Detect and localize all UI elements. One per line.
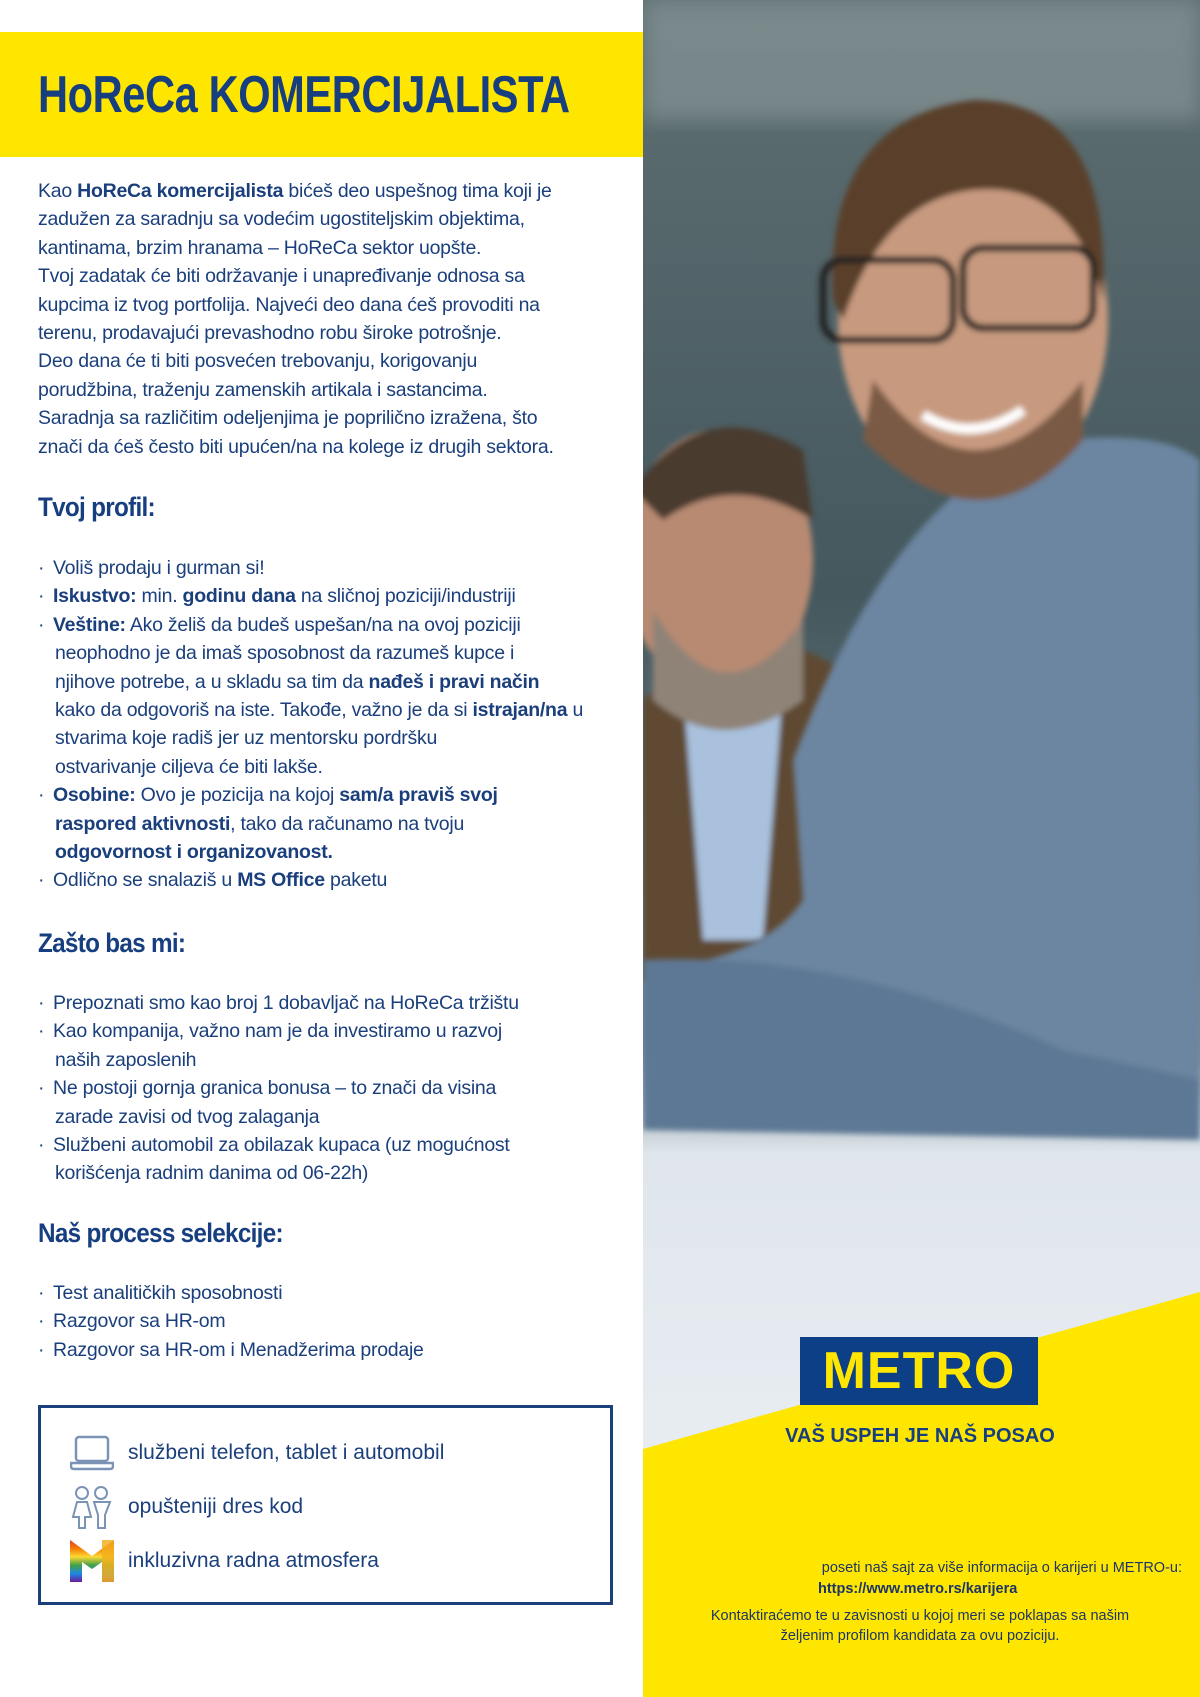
bullet-icon: · (38, 784, 45, 807)
brand-tagline: VAŠ USPEH JE NAŠ POSAO (785, 1425, 1055, 1447)
visit-site-text: poseti naš sajt za više informacija o karijeri u METRO-u: (821, 1560, 1182, 1576)
bullet-icon: · (38, 992, 45, 1014)
text-line (38, 639, 638, 667)
why-heading: Zašto bas mi: (38, 928, 186, 958)
list-item (38, 1279, 638, 1307)
text-segment: porudžbina, traženju zamenskih artikala i sastancima. (38, 378, 488, 401)
text-segment: Tvoj zadatak će biti održavanje i unapređivanje odnosa sa (38, 265, 525, 288)
list-item (38, 1131, 638, 1188)
bold-text-segment: raspored aktivnosti (55, 812, 231, 835)
text-line (38, 781, 638, 809)
text-segment: zadužen za saradnju sa vodećim ugostiteljskim objektima, (38, 208, 525, 231)
text-line (38, 753, 638, 781)
text-line (38, 319, 638, 347)
contact-text-2: željenim profilom kandidata za ovu poziciju. (780, 1628, 1060, 1644)
text-segment: neophodno je da imaš sposobnost da razumeš kupce i (55, 642, 515, 665)
text-segment: Kao kompanija, važno nam je da investiramo u razvoj (53, 1020, 502, 1043)
text-line (38, 433, 638, 461)
bullet-icon: · (38, 1338, 45, 1361)
text-segment: njihove potrebe, a u skladu sa tim da (55, 670, 369, 693)
text-segment: bićeš deo uspešnog tima koji je (283, 180, 552, 202)
benefit-item (70, 1431, 444, 1475)
text-segment: Razgovor sa HR-om (53, 1310, 226, 1333)
list-item (38, 554, 638, 582)
process-heading: Naš process selekcije: (38, 1218, 283, 1248)
people-icon (70, 1485, 114, 1529)
text-line (38, 1017, 638, 1045)
text-segment: ostvarivanje ciljeva će biti lakše. (55, 755, 323, 778)
profile-list (38, 554, 638, 895)
text-line (38, 611, 638, 639)
text-line (38, 404, 638, 432)
bold-text-segment: MS Office (237, 869, 325, 892)
profile-heading: Tvoj profil: (38, 492, 155, 522)
text-line (38, 989, 638, 1017)
bold-text-segment: sam/a praviš svoj (339, 784, 498, 807)
bullet-icon: · (38, 1133, 45, 1156)
rainbow-m-icon (70, 1539, 114, 1583)
text-segment: Ne postoji gornja granica bonusa – to znači da visina (53, 1077, 497, 1100)
benefit-item (70, 1485, 303, 1529)
text-segment: paketu (324, 869, 388, 892)
text-line (38, 347, 638, 375)
bold-text-segment: Osobine: (53, 784, 136, 807)
text-segment: zarade zavisi od tvog zalaganja (55, 1105, 320, 1128)
text-segment: stvarima koje radiš jer uz mentorsku pordršku (55, 727, 438, 750)
text-line (38, 1103, 638, 1131)
text-line (38, 1279, 638, 1307)
text-line (38, 1046, 638, 1074)
text-segment: kupcima iz tvog portfolija. Najveći deo dana ćeš provoditi na (38, 293, 540, 316)
text-line (38, 177, 638, 205)
process-list (38, 1279, 638, 1364)
text-segment: Službeni automobil za obilazak kupaca (uz mogućnost (53, 1133, 510, 1156)
bold-text-segment: HoReCa komercijalista (77, 180, 284, 202)
bullet-icon: · (38, 613, 45, 636)
benefit-label: opušteniji dres kod (128, 1495, 304, 1518)
text-segment: terenu, prodavajući prevashodno robu široke potrošnje. (38, 321, 502, 344)
bold-text-segment: nađeš i pravi način (368, 670, 540, 693)
text-line (38, 234, 638, 262)
text-segment: naših zaposlenih (55, 1048, 197, 1071)
bold-text-segment: istrajan/na (472, 698, 568, 721)
page-title: HoReCa KOMERCIJALISTA (38, 66, 570, 124)
benefits-box (38, 1405, 613, 1605)
text-line (38, 1307, 638, 1335)
bold-text-segment: godinu dana (182, 585, 296, 608)
list-item (38, 781, 638, 866)
laptop-icon (70, 1431, 114, 1475)
text-segment: kantinama, brzim hranama – HoReCa sektor uopšte. (38, 236, 482, 259)
text-line (38, 1159, 638, 1187)
bullet-icon: · (38, 557, 45, 579)
text-segment: Saradnja sa različitim odeljenjima je poprilično izražena, što (38, 407, 538, 430)
text-line (38, 838, 638, 866)
benefit-label: službeni telefon, tablet i automobil (128, 1441, 445, 1464)
text-line (38, 582, 638, 610)
contact-text-1: Kontaktiraćemo te u zavisnosti u kojoj meri se poklapas sa našim (710, 1608, 1130, 1624)
text-line (38, 291, 638, 319)
text-line (38, 1131, 638, 1159)
text-line (38, 376, 638, 404)
text-segment: u (567, 698, 584, 721)
text-segment: korišćenja radnim danima od 06-22h) (55, 1162, 369, 1185)
bold-text-segment: odgovornost i organizovanost. (55, 840, 333, 863)
text-segment: kako da odgovoriš na iste. Takođe, važno je da si (55, 698, 473, 721)
list-item (38, 611, 638, 781)
benefit-label: inkluzivna radna atmosfera (128, 1549, 379, 1572)
bold-text-segment: Veštine: (53, 613, 126, 636)
metro-logo: METRO (800, 1337, 1038, 1405)
list-item (38, 582, 638, 610)
text-line (38, 668, 638, 696)
text-segment: Kao (38, 180, 78, 202)
text-segment: na sličnoj poziciji/industriji (295, 585, 516, 608)
list-item (38, 1074, 638, 1131)
text-segment: znači da ćeš često biti upućen/na na kolege iz drugih sektora. (38, 435, 554, 458)
list-item (38, 866, 638, 894)
text-line (38, 1336, 638, 1364)
text-segment: Deo dana će ti biti posvećen trebovanju, korigovanju (38, 350, 478, 373)
bullet-icon: · (38, 1020, 45, 1043)
text-line (38, 554, 638, 582)
text-line (38, 866, 638, 894)
list-item (38, 1336, 638, 1364)
careers-link[interactable]: https://www.metro.rs/karijera (818, 1581, 1018, 1597)
text-line (38, 696, 638, 724)
bullet-icon: · (38, 1310, 45, 1333)
text-segment: min. (136, 585, 183, 608)
text-line (38, 724, 638, 752)
list-item (38, 1307, 638, 1335)
text-segment: Ako želiš da budeš uspešan/na na ovoj poziciji (125, 613, 521, 636)
bullet-icon: · (38, 585, 45, 608)
text-line (38, 262, 638, 290)
text-segment: Prepoznati smo kao broj 1 dobavljač na HoReCa tržištu (53, 992, 519, 1014)
why-list (38, 989, 638, 1188)
bullet-icon: · (38, 869, 45, 892)
benefit-item (70, 1539, 379, 1583)
list-item (38, 1017, 638, 1074)
bullet-icon: · (38, 1077, 45, 1100)
bullet-icon: · (38, 1282, 45, 1304)
text-segment: , tako da računamo na tvoju (230, 812, 465, 835)
text-segment: Test analitičkih sposobnosti (53, 1282, 283, 1304)
text-segment: Razgovor sa HR-om i Menadžerima prodaje (53, 1338, 424, 1361)
text-line (38, 205, 638, 233)
intro-paragraph (38, 177, 638, 461)
bold-text-segment: Iskustvo: (53, 585, 137, 608)
text-segment: Voliš prodaju i gurman si! (53, 557, 265, 579)
text-line (38, 1074, 638, 1102)
list-item (38, 989, 638, 1017)
text-line (38, 810, 638, 838)
text-segment: Odlično se snalaziš u (53, 869, 238, 892)
text-segment: Ovo je pozicija na kojoj (135, 784, 340, 807)
